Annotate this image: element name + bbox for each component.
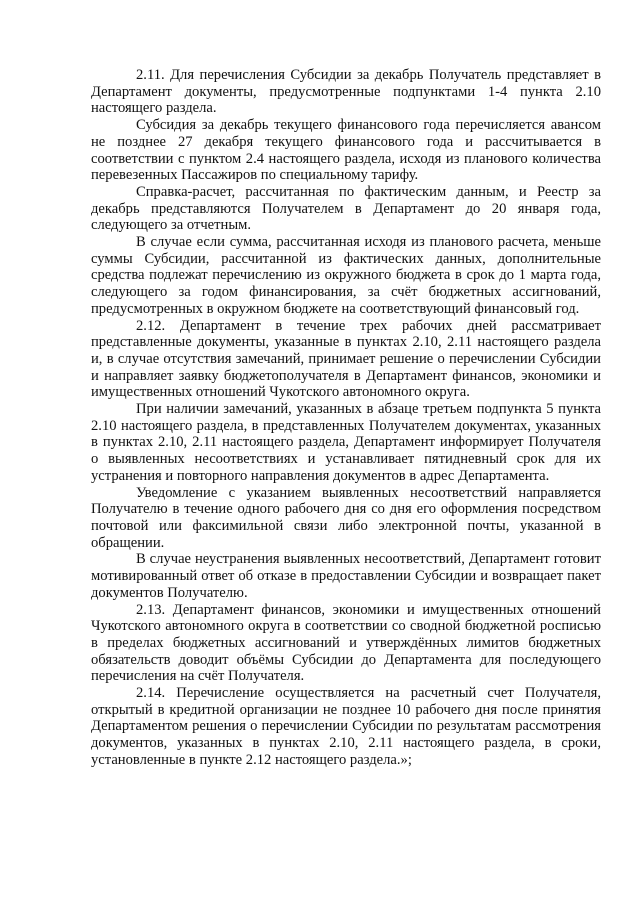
paragraph-remarks: При наличии замечаний, указанных в абзаце третьем подпункта 5 пункта 2.10 настоящего раздела, в представленных Получателем документах, указанных в пунктах 2.10, 2.11 настоящего раздела, Департамент информирует Получателя о выявленных несоответствиях и устанавливает пятидневный срок для их устранения и повторного направления документов в адрес Департамента. xyxy=(91,401,601,484)
paragraph-december-subsidy: Субсидия за декабрь текущего финансового года перечисляется авансом не позднее 27 декабря текущего финансового года и рассчитывается в соответствии с пунктом 2.4 настоящего раздела, исходя из планового количества перевезенных Пассажиров по специальному тарифу. xyxy=(91,117,601,184)
paragraph-2-12: 2.12. Департамент в течение трех рабочих дней рассматривает представленные документы, указанные в пунктах 2.10, 2.11 настоящего раздела и, в случае отсутствия замечаний, принимает решение о перечислении Субсидии и направляет заявку бюджетополучателя в Департамент финансов, экономики и имущественных отношений Чукотского автономного округа. xyxy=(91,317,601,401)
paragraph-notification: Уведомление с указанием выявленных несоответствий направляется Получателю в течение одного рабочего дня со дня его оформления посредством почтовой или факсимильной связи либо электронной почты, указанной в обращении. xyxy=(91,484,601,551)
paragraph-2-14: 2.14. Перечисление осуществляется на расчетный счет Получателя, открытый в кредитной организации не позднее 10 рабочего дня после принятия Департаментом решения о перечислении Субсидии по результатам рассмотрения документов, указанных в пунктах 2.10, 2.11 настоящего раздела, в сроки, установленные в пункте 2.12 настоящего раздела.»; xyxy=(91,685,601,768)
document-body xyxy=(91,67,601,769)
paragraph-refusal: В случае неустранения выявленных несоответствий, Департамент готовит мотивированный ответ об отказе в предоставлении Субсидии и возвращает пакет документов Получателю. xyxy=(91,551,601,601)
paragraph-reference-calculation: Справка-расчет, рассчитанная по фактическим данным, и Реестр за декабрь представляются Получателем в Департамент до 20 января года, следующего за отчетным. xyxy=(91,183,601,234)
paragraph-2-11: 2.11. Для перечисления Субсидии за декабрь Получатель представляет в Департамент документы, предусмотренные подпунктами 1-4 пункта 2.10 настоящего раздела. xyxy=(91,67,601,117)
paragraph-additional-funds: В случае если сумма, рассчитанная исходя из планового расчета, меньше суммы Субсидии, рассчитанной из фактических данных, дополнительные средства подлежат перечислению из окружного бюджета в срок до 1 марта года, следующего за годом финансирования, за счёт бюджетных ассигнований, предусмотренных в окружном бюджете на соответствующий финансовый год. xyxy=(91,234,601,317)
paragraph-2-13: 2.13. Департамент финансов, экономики и имущественных отношений Чукотского автономного округа в соответствии со сводной бюджетной росписью в пределах бюджетных ассигнований и утверждённых лимитов бюджетных обязательств доводит объёмы Субсидии до Департамента для последующего перечисления на счёт Получателя. xyxy=(91,601,601,685)
